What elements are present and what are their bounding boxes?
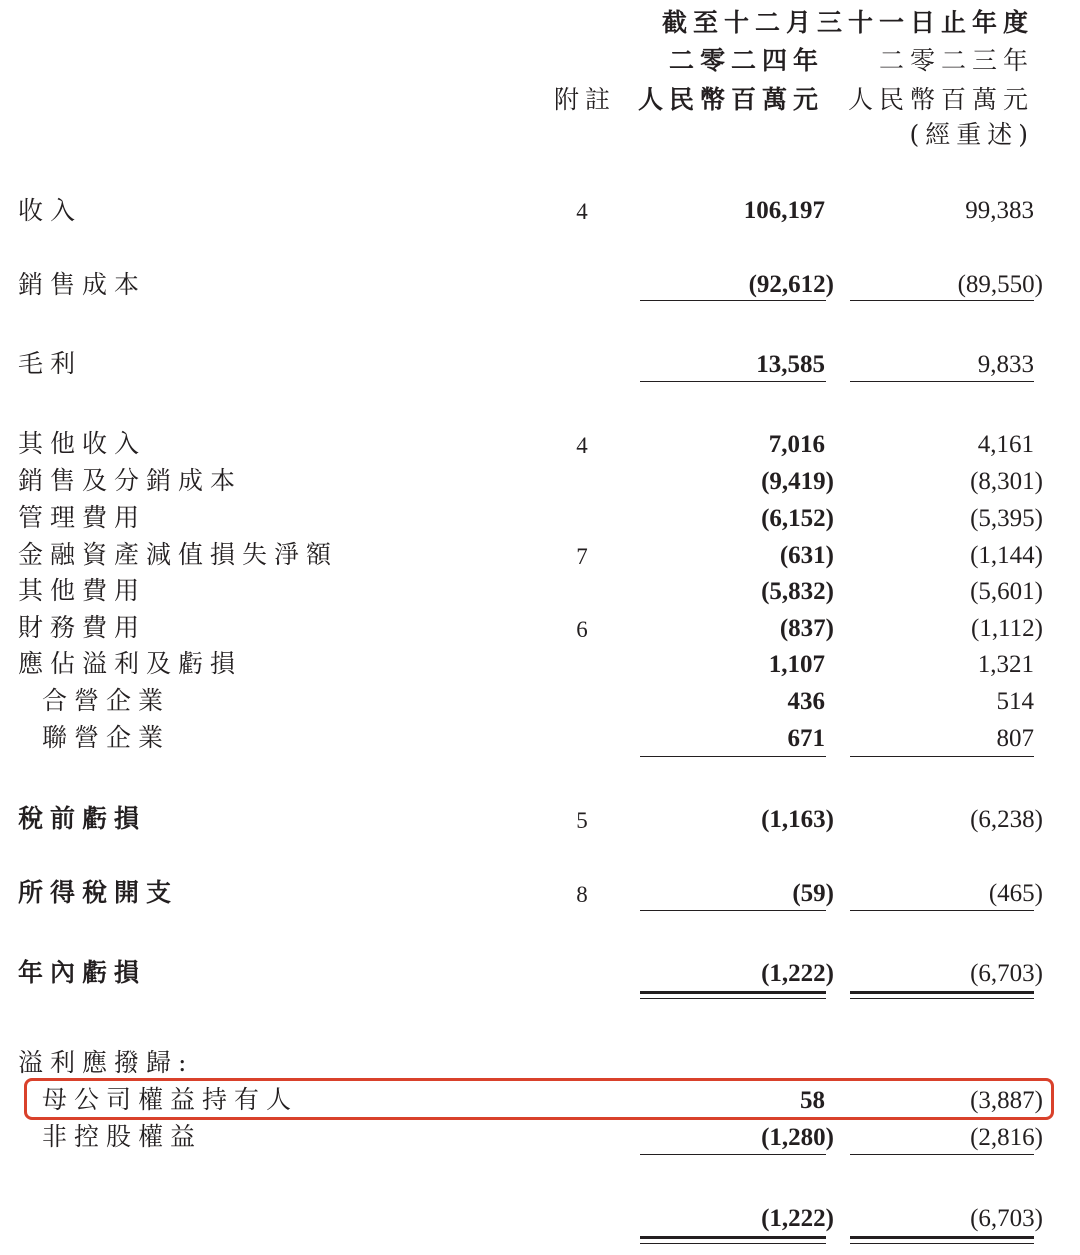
revenue-2023: 99,383	[965, 197, 1034, 224]
rule-associates-2024	[640, 756, 826, 757]
owners-of-parent-2024: 58	[800, 1087, 825, 1114]
associates-label: 聯營企業	[42, 723, 171, 752]
income-tax-2024: (59)	[792, 880, 834, 907]
cost-of-sales-2023: (89,550)	[957, 271, 1043, 298]
rule-associates-2023	[850, 756, 1034, 757]
owners-of-parent-label: 母公司權益持有人	[42, 1085, 299, 1114]
header-unit-2023: 人民幣百萬元	[847, 85, 1034, 114]
revenue-2024: 106,197	[743, 197, 825, 224]
share-of-results-2024: 1,107	[768, 651, 825, 678]
header-note-column: 附註	[554, 85, 617, 114]
revenue-note: 4	[576, 199, 588, 224]
double-rule-bottom-2023	[850, 998, 1034, 999]
joint-ventures-2023: 514	[996, 688, 1034, 715]
other-expenses-label: 其他費用	[18, 576, 147, 605]
rule-cost-of-sales-2024	[640, 300, 826, 301]
total-double-rule-bottom-2023	[850, 1243, 1034, 1244]
rule-income-tax-2024	[640, 910, 826, 911]
header-period: 截至十二月三十一日止年度	[661, 8, 1034, 37]
rule-cost-of-sales-2023	[850, 300, 1034, 301]
share-of-results-label: 應佔溢利及虧損	[18, 649, 243, 678]
other-income-2024: 7,016	[768, 431, 825, 458]
admin-expenses-2023: (5,395)	[970, 505, 1043, 532]
finance-costs-2024: (837)	[779, 615, 834, 642]
loss-before-tax-note: 5	[576, 808, 588, 833]
header-year-2024: 二零二四年	[668, 46, 824, 75]
total-2023: (6,703)	[970, 1205, 1043, 1232]
other-income-2023: 4,161	[977, 431, 1034, 458]
income-tax-label: 所得稅開支	[18, 878, 179, 907]
finance-costs-label: 財務費用	[18, 613, 147, 642]
loss-for-year-2023: (6,703)	[970, 960, 1043, 987]
loss-before-tax-2023: (6,238)	[970, 806, 1043, 833]
finance-costs-2023: (1,112)	[971, 615, 1043, 642]
total-2024: (1,222)	[761, 1205, 834, 1232]
income-tax-2023: (465)	[988, 880, 1043, 907]
loss-for-year-label: 年內虧損	[18, 958, 147, 987]
associates-2024: 671	[787, 725, 825, 752]
selling-costs-label: 銷售及分銷成本	[18, 466, 243, 495]
loss-for-year-2024: (1,222)	[761, 960, 834, 987]
non-controlling-2023: (2,816)	[970, 1124, 1043, 1151]
non-controlling-label: 非控股權益	[42, 1122, 203, 1151]
joint-ventures-2024: 436	[787, 688, 825, 715]
other-income-label: 其他收入	[18, 429, 147, 458]
income-tax-note: 8	[576, 882, 588, 907]
other-expenses-2023: (5,601)	[970, 578, 1043, 605]
loss-before-tax-label: 稅前虧損	[18, 804, 147, 833]
non-controlling-2024: (1,280)	[761, 1124, 834, 1151]
rule-non-controlling-2024	[640, 1154, 826, 1155]
header-unit-2024: 人民幣百萬元	[637, 85, 824, 114]
impairment-label: 金融資產減值損失淨額	[18, 540, 339, 569]
double-rule-top-2024	[640, 991, 826, 994]
joint-ventures-label: 合營企業	[42, 686, 171, 715]
admin-expenses-2024: (6,152)	[761, 505, 834, 532]
double-rule-bottom-2024	[640, 998, 826, 999]
other-expenses-2024: (5,832)	[761, 578, 834, 605]
header-restated: (經重述)	[909, 120, 1034, 149]
gross-profit-2024: 13,585	[756, 351, 825, 378]
revenue-label: 收入	[18, 196, 83, 225]
impairment-2024: (631)	[779, 542, 834, 569]
total-double-rule-top-2024	[640, 1236, 826, 1239]
selling-costs-2023: (8,301)	[970, 468, 1043, 495]
double-rule-top-2023	[850, 991, 1034, 994]
associates-2023: 807	[996, 725, 1034, 752]
selling-costs-2024: (9,419)	[761, 468, 834, 495]
cost-of-sales-label: 銷售成本	[18, 270, 147, 299]
rule-gross-profit-2024	[640, 381, 826, 382]
header-year-2023: 二零二三年	[878, 46, 1034, 75]
rule-non-controlling-2023	[850, 1154, 1034, 1155]
total-double-rule-top-2023	[850, 1236, 1034, 1239]
attributable-to-label: 溢利應撥歸:	[18, 1048, 194, 1077]
other-income-note: 4	[576, 433, 588, 458]
loss-before-tax-2024: (1,163)	[761, 806, 834, 833]
impairment-2023: (1,144)	[970, 542, 1043, 569]
share-of-results-2023: 1,321	[977, 651, 1034, 678]
owners-of-parent-2023: (3,887)	[970, 1087, 1043, 1114]
gross-profit-label: 毛利	[18, 349, 83, 378]
gross-profit-2023: 9,833	[977, 351, 1034, 378]
rule-income-tax-2023	[850, 910, 1034, 911]
impairment-note: 7	[576, 544, 588, 569]
finance-costs-note: 6	[576, 617, 588, 642]
total-double-rule-bottom-2024	[640, 1243, 826, 1244]
admin-expenses-label: 管理費用	[18, 503, 147, 532]
cost-of-sales-2024: (92,612)	[748, 271, 834, 298]
rule-gross-profit-2023	[850, 381, 1034, 382]
